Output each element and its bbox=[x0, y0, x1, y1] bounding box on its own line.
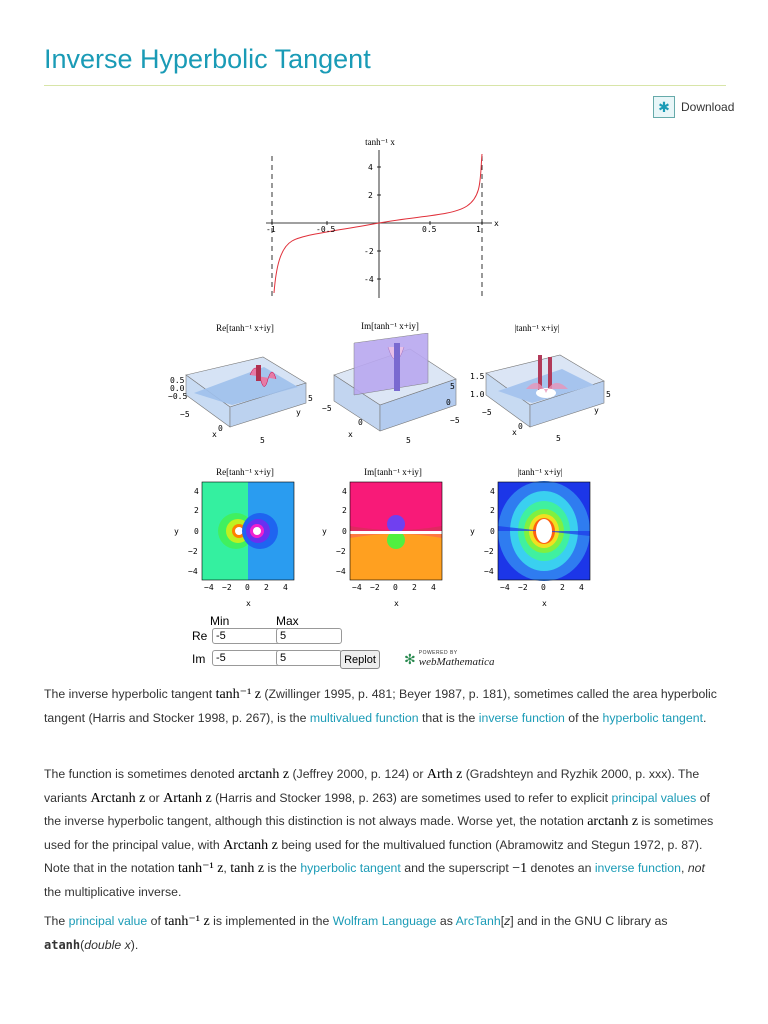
x-tick-label: 5 bbox=[406, 436, 411, 445]
math-expression: tanh⁻¹ z bbox=[215, 687, 261, 702]
text-span: The bbox=[44, 914, 69, 928]
y-tick-label: 2 bbox=[194, 506, 199, 515]
x-tick-label: −4 bbox=[500, 583, 510, 592]
text-span: denotes an bbox=[527, 861, 595, 875]
x-axis-label: x bbox=[394, 599, 399, 608]
link-multivalued-function[interactable]: multivalued function bbox=[309, 710, 419, 725]
y-tick-label: 0 bbox=[194, 527, 199, 536]
x-tick-label: 0 bbox=[218, 424, 223, 433]
math-expression: Arctanh z bbox=[223, 837, 278, 853]
text-span: of bbox=[147, 914, 165, 928]
text-span: ( bbox=[80, 937, 85, 952]
x-tick-label: -0.5 bbox=[316, 225, 336, 234]
text-span: of the bbox=[564, 710, 603, 725]
x-axis-label: x bbox=[542, 599, 547, 608]
x-axis-label: x bbox=[212, 430, 217, 439]
text-span: [ bbox=[500, 914, 505, 928]
math-expression: −1 bbox=[512, 861, 528, 876]
z-tick-label: 1.5 bbox=[470, 372, 485, 381]
surface-plot-label: |tanh⁻¹ x+iy| bbox=[514, 323, 560, 333]
text-span: ] and in the GNU C library as bbox=[510, 914, 668, 928]
y-tick-label: -2 bbox=[364, 247, 374, 256]
x-tick-label: 4 bbox=[431, 583, 436, 592]
z-tick-label: 1.0 bbox=[470, 390, 485, 399]
x-axis-label: x bbox=[348, 430, 353, 439]
density-plot-label: Re[tanh⁻¹ x+iy] bbox=[216, 467, 274, 477]
y-tick-label: 4 bbox=[342, 487, 347, 496]
re-label: Re bbox=[192, 629, 208, 643]
re-max-input[interactable] bbox=[276, 628, 342, 644]
text-span: as bbox=[436, 914, 456, 928]
emphasis-text: not bbox=[687, 861, 705, 875]
z-tick-label: 0.0 bbox=[170, 384, 185, 393]
surface-plot-abs bbox=[468, 335, 618, 445]
max-label: Max bbox=[276, 614, 299, 628]
y-tick-label: 4 bbox=[194, 487, 199, 496]
text-span: The function is sometimes denoted bbox=[44, 767, 239, 781]
y-tick-label: 5 bbox=[606, 390, 611, 399]
emphasis-text: z bbox=[504, 914, 511, 928]
text-span: , bbox=[223, 861, 231, 875]
x-tick-label: 2 bbox=[412, 583, 417, 592]
text-span: (Zwillinger 1995, p. 481; Beyer 1987, p. 181), sometimes called the area hyperbolic tangent (Harris and Stocker 1998, p. 267), is the bbox=[44, 687, 717, 725]
y-tick-label: 0 bbox=[446, 398, 451, 407]
x-tick-label: 1 bbox=[476, 225, 481, 234]
text-span: (Gradshteyn and Ryzhik 2000, p. xxx). The variants bbox=[44, 767, 700, 805]
link-arctanh[interactable]: ArcTanh bbox=[455, 914, 501, 928]
text-span: the multiplicative inverse. bbox=[44, 884, 182, 899]
density-plot-imag bbox=[320, 478, 448, 610]
z-tick-label: 0.5 bbox=[170, 376, 185, 385]
link-inverse-function[interactable]: inverse function bbox=[594, 861, 681, 875]
x-tick-label: −5 bbox=[180, 410, 190, 419]
y-tick-label: −4 bbox=[336, 567, 346, 576]
im-label: Im bbox=[192, 652, 206, 666]
title-divider bbox=[44, 85, 726, 86]
math-expression: tanh z bbox=[230, 861, 265, 876]
text-span: or bbox=[145, 790, 164, 805]
page-title: Inverse Hyperbolic Tangent bbox=[44, 44, 371, 74]
y-tick-label: −4 bbox=[484, 567, 494, 576]
top-plot-title: tanh⁻¹ x bbox=[365, 137, 395, 147]
y-axis-label: y bbox=[594, 406, 599, 415]
y-tick-label: −2 bbox=[336, 547, 346, 556]
text-span: The inverse hyperbolic tangent bbox=[44, 687, 216, 701]
math-expression: arctanh z bbox=[587, 814, 639, 829]
y-tick-label: 4 bbox=[368, 163, 373, 172]
x-tick-label: 0 bbox=[245, 583, 250, 592]
x-axis-label: x bbox=[512, 428, 517, 437]
download-label: Download bbox=[681, 100, 735, 114]
text-span: being used for the multivalued function (Abramowitz and Stegun 1972, p. 87). Note that in the notation bbox=[44, 837, 703, 875]
density-plot-abs bbox=[468, 478, 596, 610]
x-tick-label: 5 bbox=[260, 436, 265, 445]
webmathematica-logo[interactable] bbox=[404, 650, 495, 668]
text-span: is the bbox=[264, 861, 301, 875]
x-tick-label: 0 bbox=[518, 422, 523, 431]
emphasis-text: double x bbox=[84, 937, 131, 952]
x-tick-label: 4 bbox=[579, 583, 584, 592]
text-span: (Harris and Stocker 1998, p. 263) are sometimes used to refer to explicit bbox=[211, 790, 612, 805]
y-tick-label: 2 bbox=[490, 506, 495, 515]
surface-plot-imag bbox=[318, 333, 468, 445]
x-tick-label: −2 bbox=[518, 583, 528, 592]
x-tick-label: 2 bbox=[264, 583, 269, 592]
y-axis-label: y bbox=[470, 527, 475, 536]
x-tick-label: −4 bbox=[204, 583, 214, 592]
surface-plot-real bbox=[168, 335, 318, 445]
y-tick-label: −5 bbox=[450, 416, 460, 425]
download-icon: ✱ bbox=[653, 96, 675, 118]
x-axis-label: x bbox=[246, 599, 251, 608]
im-max-input[interactable] bbox=[276, 650, 342, 666]
mathematica-star-icon: ✻ bbox=[404, 650, 416, 667]
min-label: Min bbox=[210, 614, 230, 628]
link-hyperbolic-tangent[interactable]: hyperbolic tangent bbox=[602, 710, 703, 725]
y-axis-label: y bbox=[322, 527, 327, 536]
text-span: , bbox=[680, 861, 688, 875]
text-span: is implemented in the bbox=[209, 914, 333, 928]
text-span: of the inverse hyperbolic tangent, although this distinction is not always made. Worse yet, the notation bbox=[44, 790, 710, 828]
y-tick-label: −4 bbox=[188, 567, 198, 576]
code-text: atanh bbox=[44, 937, 81, 952]
y-tick-label: −2 bbox=[484, 547, 494, 556]
y-tick-label: 2 bbox=[368, 191, 373, 200]
arctanh-curve bbox=[274, 154, 482, 293]
paragraph-notation bbox=[44, 763, 724, 903]
y-tick-label: 4 bbox=[490, 487, 495, 496]
replot-button[interactable]: Replot bbox=[340, 650, 380, 669]
y-axis-label: y bbox=[174, 527, 179, 536]
top-plot bbox=[262, 148, 502, 300]
webmathematica-brand: webMathematica bbox=[418, 656, 495, 668]
link-inverse-function[interactable]: inverse function bbox=[478, 710, 565, 725]
x-tick-label: 0 bbox=[358, 418, 363, 427]
x-tick-label: −5 bbox=[322, 404, 332, 413]
surface-plot-label: Re[tanh⁻¹ x+iy] bbox=[216, 323, 274, 333]
y-axis-label: y bbox=[296, 408, 301, 417]
math-expression: Arth z bbox=[426, 767, 463, 782]
math-expression: Artanh z bbox=[163, 790, 212, 806]
download-link[interactable] bbox=[653, 96, 734, 118]
x-tick-label: −4 bbox=[352, 583, 362, 592]
math-expression: tanh⁻¹ z bbox=[178, 861, 224, 876]
y-tick-label: 0 bbox=[490, 527, 495, 536]
x-axis-label: x bbox=[494, 219, 499, 228]
text-span: that is the bbox=[418, 710, 479, 725]
powered-by-text: POWERED BY bbox=[418, 650, 458, 656]
text-span: is sometimes used for the principal value, with bbox=[44, 814, 714, 852]
y-tick-label: 5 bbox=[450, 382, 455, 391]
density-plot-label: Im[tanh⁻¹ x+iy] bbox=[364, 467, 422, 477]
density-plot-label: |tanh⁻¹ x+iy| bbox=[517, 467, 563, 477]
link-principal-values[interactable]: principal values bbox=[611, 790, 697, 805]
y-tick-label: −2 bbox=[188, 547, 198, 556]
y-tick-label: 0 bbox=[342, 527, 347, 536]
math-expression: tanh⁻¹ z bbox=[164, 914, 210, 929]
y-tick-label: 5 bbox=[308, 394, 313, 403]
density-plot-real bbox=[172, 478, 300, 610]
x-tick-label: 0 bbox=[393, 583, 398, 592]
math-expression: Arctanh z bbox=[90, 790, 146, 806]
x-tick-label: −5 bbox=[482, 408, 492, 417]
paragraph-implementation bbox=[44, 910, 724, 956]
z-tick-label: −0.5 bbox=[168, 392, 188, 401]
x-tick-label: 4 bbox=[283, 583, 288, 592]
x-tick-label: 5 bbox=[556, 434, 561, 443]
paragraph-definition bbox=[44, 683, 724, 729]
text-span: . bbox=[703, 710, 707, 725]
x-tick-label: 0.5 bbox=[422, 225, 437, 234]
y-tick-label: 2 bbox=[342, 506, 347, 515]
text-span: and the superscript bbox=[400, 861, 513, 875]
x-tick-label: −2 bbox=[222, 583, 232, 592]
text-span: ). bbox=[130, 937, 139, 952]
text-span: (Jeffrey 2000, p. 124) or bbox=[289, 767, 427, 781]
link-hyperbolic-tangent[interactable]: hyperbolic tangent bbox=[300, 861, 401, 875]
x-tick-label: 0 bbox=[541, 583, 546, 592]
x-tick-label: -1 bbox=[266, 225, 276, 234]
link-wolfram-language[interactable]: Wolfram Language bbox=[332, 914, 437, 928]
link-principal-value[interactable]: principal value bbox=[68, 914, 148, 928]
surface-plot-label: Im[tanh⁻¹ x+iy] bbox=[361, 321, 419, 331]
x-tick-label: 2 bbox=[560, 583, 565, 592]
x-tick-label: −2 bbox=[370, 583, 380, 592]
y-tick-label: -4 bbox=[364, 275, 374, 284]
math-expression: arctanh z bbox=[238, 767, 290, 782]
